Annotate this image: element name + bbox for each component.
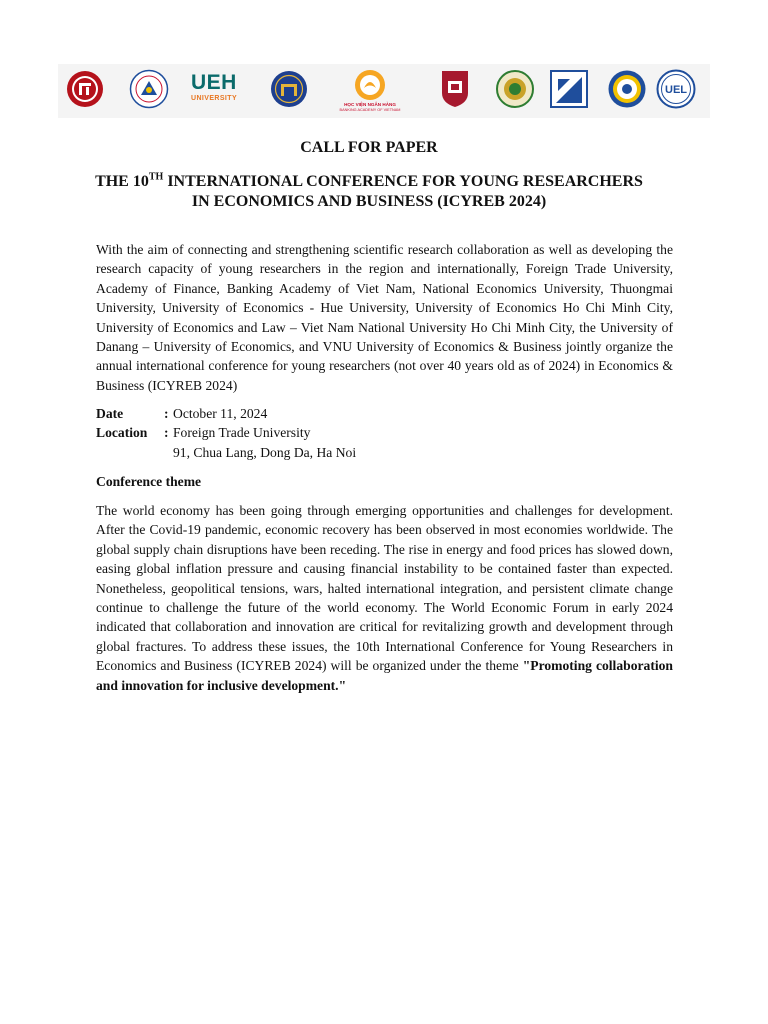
hue-logo-icon xyxy=(496,69,534,109)
uel-logo-text: UEL xyxy=(665,84,687,96)
location-address: 91, Chua Lang, Dong Da, Ha Noi xyxy=(173,444,357,460)
conference-title-prefix: THE 10 xyxy=(95,173,149,190)
tmu-logo-icon xyxy=(440,69,470,109)
call-for-paper-title: CALL FOR PAPER xyxy=(300,139,438,156)
intro-paragraph: With the aim of connecting and strengthening scientific research collaboration as well as developing the research capacity of young researchers in the region and internationally, Foreign Trade University, Academy of Finance, Banking Academy of Viet Nam, National Economics University, Thuongmai University, University of Economics - Hue University, University of Economics Ho Chi Minh City, University of Economics and Law – Viet Nam National University Ho Chi Minh City, the University of Danang – University of Economics, and VNU University of Economics & Business jointly organize the annual international conference for young researchers (not over 40 years old as of 2024) in Economics & Business (ICYREB 2024) xyxy=(96,242,673,393)
due-logo-icon xyxy=(550,69,588,109)
date-label: Date xyxy=(96,406,124,421)
theme-quote: "Promoting collaboration and innovation for inclusive development." xyxy=(96,658,673,693)
conference-theme-paragraph xyxy=(96,501,673,695)
theme-body-text: The world economy has been going through emerging opportunities and challenges for development. After the Covid-19 pandemic, economic recovery has been observed in most economies worldwide. The global supply chain disruptions have been receding. The rise in energy and food prices has slowed down, easing global inflation pressure and causing financial instability to be contained faster than expected. Nonetheless, geopolitical tensions, wars, halted international integration, and persistent climate change continue to challenge the future of the world economy. The World Economic Forum in early 2024 indicated that collaboration and innovation are critical for revitalizing growth and development through global fractures. To address these issues, the 10th International Conference for Young Researchers in Economics and Business (ICYREB 2024) will be organized under the theme xyxy=(96,503,673,674)
date-colon: : xyxy=(164,406,169,421)
location-label: Location xyxy=(96,425,148,441)
conference-title-rest: INTERNATIONAL CONFERENCE FOR YOUNG RESEARCHERS xyxy=(163,173,643,190)
conference-title-superscript: TH xyxy=(148,171,164,183)
ftu-logo-icon xyxy=(66,69,104,109)
uel-logo-icon xyxy=(656,69,696,109)
date-value: October 11, 2024 xyxy=(173,406,268,421)
conference-title-line-2: IN ECONOMICS AND BUSINESS (ICYREB 2024) xyxy=(191,193,547,210)
conference-title-line-1 xyxy=(0,172,738,192)
bav-emblem-icon xyxy=(353,68,387,102)
conference-title xyxy=(0,172,738,212)
location-colon: : xyxy=(164,425,169,441)
location-value: Foreign Trade University xyxy=(173,425,311,441)
bav-name-en: BANKING ACADEMY OF VIETNAM xyxy=(339,108,401,112)
conference-theme-heading: Conference theme xyxy=(96,474,202,489)
bav-logo xyxy=(330,68,410,120)
bav-name-vi: HỌC VIỆN NGÂN HÀNG xyxy=(344,102,396,107)
aof-logo-icon xyxy=(129,69,169,109)
ueh-logo xyxy=(191,72,243,108)
ueh-logo-word: UEH xyxy=(191,71,237,94)
vnu-ueb-logo-icon xyxy=(607,69,647,109)
ueh-logo-sub: UNIVERSITY xyxy=(191,95,238,102)
neu-logo-icon xyxy=(270,69,308,109)
